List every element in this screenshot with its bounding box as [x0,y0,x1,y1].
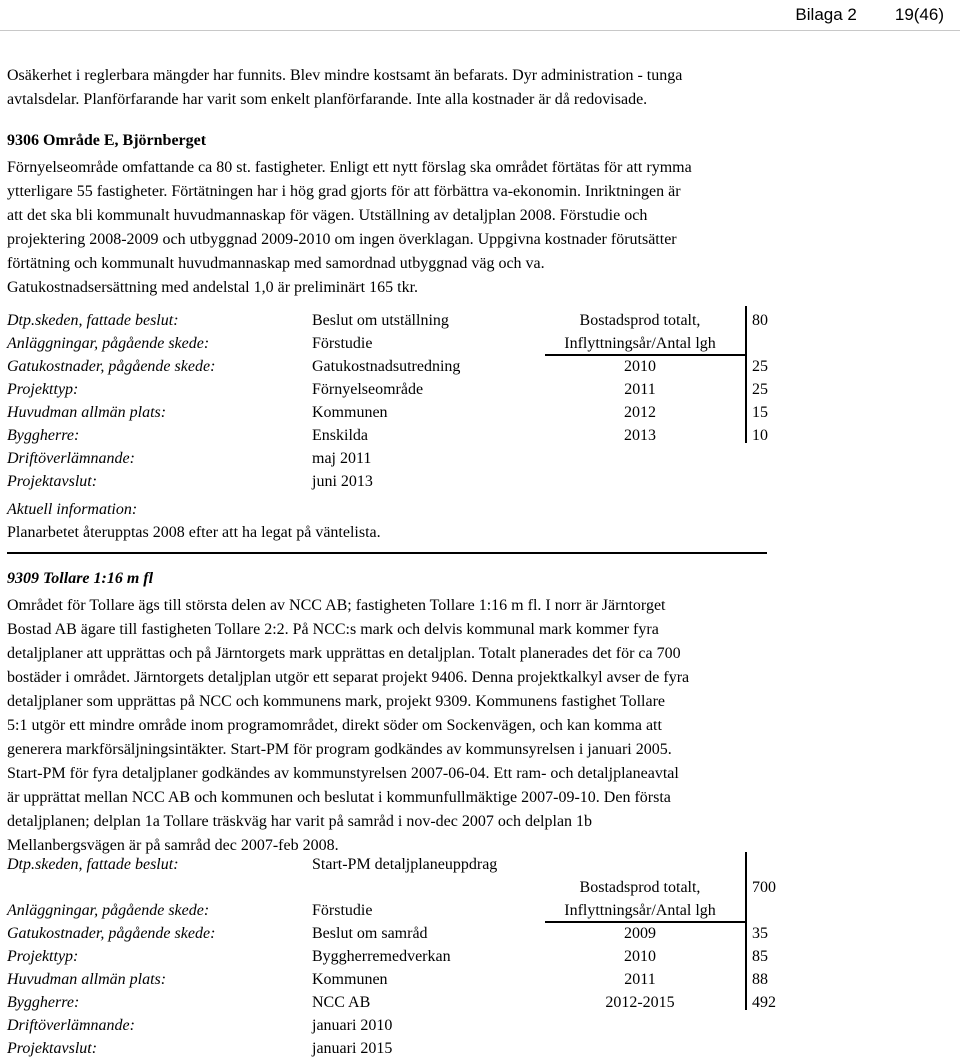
field-value: Enskilda [312,427,368,444]
housing-header-rule [545,921,745,923]
field-label: Projekttyp: [7,381,79,398]
section-title-9309: 9309 Tollare 1:16 m fl [7,570,154,587]
field-label: Huvudman allmän plats: [7,971,167,988]
field-value: Förstudie [312,902,373,919]
intro-line: avtalsdelar. Planförfarande har varit som enkelt planförfarande. Inte alla kostnader är då redovisade. [7,91,648,108]
paragraph-line: bostäder i området. Järntorgets detaljplan utgör ett separat projekt 9406. Denna projektkalkyl avser de fyra [7,669,690,686]
paragraph-line: Förnyelseområde omfattande ca 80 st. fastigheter. Enligt ett nytt förslag ska området förtätas för att rymma [7,159,692,176]
housing-count: 35 [752,925,768,942]
paragraph-line: Start-PM för fyra detaljplaner godkändes av kommunstyrelsen 2007-06-04. Ett ram- och detaljplaneavtal [7,765,679,782]
paragraph-line: att det ska bli kommunalt huvudmannaskap för vägen. Utställning av detaljplan 2008. Förstudie och [7,207,648,224]
housing-sub-label: Inflyttningsår/Antal lgh [564,335,716,352]
housing-total-value: 700 [752,879,776,896]
field-label: Gatukostnader, pågående skede: [7,925,216,942]
paragraph-line: detaljplaner som upprättas på NCC och kommunens mark, projekt 9309. Kommunens fastighet Tollare [7,693,666,710]
paragraph-line: Bostad AB ägare till fastigheten Tollare 2:2. På NCC:s mark och delvis kommunal mark kommer fyra [7,621,659,638]
housing-year: 2011 [624,971,656,988]
page-number: 19(46) [894,5,944,24]
field-value: NCC AB [312,994,371,1011]
appendix-label: Bilaga 2 [795,5,857,24]
field-value: Kommunen [312,971,388,988]
field-value: januari 2010 [312,1017,393,1034]
paragraph-line: 5:1 utgör ett mindre område inom programområdet, direkt söder om Sockenvägen, och kan komma att [7,717,662,734]
housing-column-rule [745,852,747,1010]
section-divider [7,552,767,554]
info-text: Planarbetet återupptas 2008 efter att ha legat på väntelista. [7,524,381,541]
paragraph-line: förtätning och kommunalt huvudmannaskap med samordnad utbyggnad väg och va. [7,255,545,272]
paragraph-line: projektering 2008-2009 och utbyggnad 2009-2010 om ingen överklagan. Uppgivna kostnader förutsätter [7,231,677,248]
intro-line: Osäkerhet i reglerbara mängder har funnits. Blev mindre kostsamt än befarats. Dyr administration - tunga [7,67,683,84]
field-value: Förstudie [312,335,373,352]
field-label: Huvudman allmän plats: [7,404,167,421]
housing-count: 15 [752,404,768,421]
field-value: Beslut om samråd [312,925,428,942]
housing-header-rule [545,354,745,356]
paragraph-line: detaljplaner att upprättas och på Järntorgets mark upprättas en detaljplan. Totalt planerades det för ca 700 [7,645,681,662]
section-title-9306: 9306 Område E, Björnberget [7,132,207,149]
field-value: Byggherremedverkan [312,948,451,965]
field-label: Byggherre: [7,427,80,444]
housing-year: 2009 [624,925,656,942]
housing-year: 2012 [624,404,656,421]
housing-year: 2010 [624,358,656,375]
housing-count: 25 [752,381,768,398]
field-value: Förnyelseområde [312,381,424,398]
housing-count: 25 [752,358,768,375]
housing-total-value: 80 [752,312,768,329]
housing-total-label: Bostadsprod totalt, [579,879,701,896]
paragraph-line: Mellanbergsvägen är på samråd dec 2007-feb 2008. [7,837,339,854]
housing-count: 492 [752,994,776,1011]
field-label: Anläggningar, pågående skede: [7,902,210,919]
housing-total-label: Bostadsprod totalt, [579,312,701,329]
paragraph-line: Gatukostnadsersättning med andelstal 1,0 är preliminärt 165 tkr. [7,279,419,296]
housing-count: 85 [752,948,768,965]
housing-count: 10 [752,427,768,444]
field-label: Driftöverlämnande: [7,1017,135,1034]
housing-year: 2011 [624,381,656,398]
page-header [795,0,960,30]
housing-year: 2012-2015 [605,994,675,1011]
paragraph-line: Området för Tollare ägs till största delen av NCC AB; fastigheten Tollare 1:16 m fl. I norr är Järntorget [7,597,666,614]
paragraph-line: ytterligare 55 fastigheter. Förtätningen har i hög grad gjorts för att förbättra va-ekonomin. Inriktningen är [7,183,681,200]
field-value: maj 2011 [312,450,372,467]
field-value: juni 2013 [312,473,373,490]
housing-year: 2013 [624,427,656,444]
housing-column-rule [745,306,747,443]
info-label: Aktuell information: [7,501,138,518]
field-label: Byggherre: [7,994,80,1011]
field-label: Driftöverlämnande: [7,450,135,467]
field-value: Kommunen [312,404,388,421]
field-label: Projektavslut: [7,1040,98,1057]
header-divider [0,30,960,31]
housing-year: 2010 [624,948,656,965]
field-value: Start-PM detaljplaneuppdrag [312,856,498,873]
field-value: Beslut om utställning [312,312,449,329]
paragraph-line: generera markförsäljningsintäkter. Start-PM för program godkändes av kommunsyrelsen i januari 2005. [7,741,672,758]
field-label: Anläggningar, pågående skede: [7,335,210,352]
field-value: Gatukostnadsutredning [312,358,461,375]
field-label: Dtp.skeden, fattade beslut: [7,312,179,329]
field-label: Dtp.skeden, fattade beslut: [7,856,179,873]
field-value: januari 2015 [312,1040,393,1057]
paragraph-line: detaljplanen; delplan 1a Tollare träskväg har varit på samråd i nov-dec 2007 och delplan 1b [7,813,593,830]
housing-count: 88 [752,971,768,988]
field-label: Projektavslut: [7,473,98,490]
housing-sub-label: Inflyttningsår/Antal lgh [564,902,716,919]
paragraph-line: är upprättat mellan NCC AB och kommunen och beslutat i kommunfullmäktige 2007-09-10. Den första [7,789,671,806]
field-label: Gatukostnader, pågående skede: [7,358,216,375]
field-label: Projekttyp: [7,948,79,965]
